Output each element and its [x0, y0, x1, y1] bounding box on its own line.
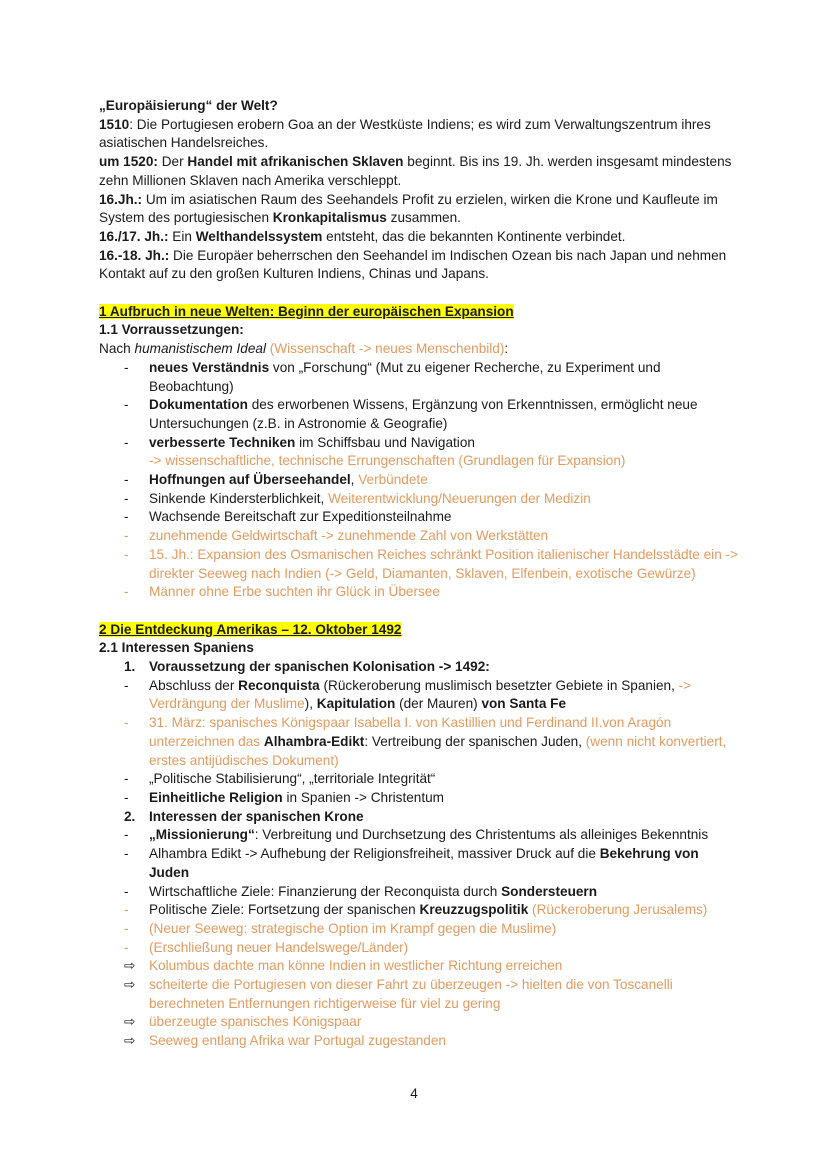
arrow-icon: ⇨: [124, 1033, 136, 1049]
text-run: ),: [304, 696, 317, 712]
bullet-dash: -: [124, 584, 129, 600]
text-run: : Verbreitung und Durchsetzung des Christentums als alleiniges Bekenntnis: [254, 827, 709, 843]
text-run: 1510: [99, 116, 130, 132]
text-run: Sondersteuern: [501, 883, 598, 899]
text-run: überzeugte spanisches Königspaar: [149, 1014, 362, 1030]
list-item-text: [149, 659, 490, 674]
list-item: [99, 957, 739, 976]
text-run: um 1520:: [99, 154, 158, 170]
text-run: (Wissenschaft -> neues Menschenbild): [266, 341, 505, 357]
intro-title: „Europäisierung“ der Welt?: [99, 98, 278, 113]
list-item: [99, 789, 739, 808]
list-item: [99, 658, 739, 677]
bullet-dash: -: [124, 846, 129, 862]
text-run: von Santa Fe: [481, 696, 567, 712]
list-item-text: [149, 547, 738, 581]
bullet-dash: -: [124, 359, 129, 375]
list-item: [99, 434, 739, 471]
list-item: [99, 920, 739, 939]
text-run: 16.-18. Jh.:: [99, 247, 170, 263]
arrow-icon: ⇨: [124, 1014, 136, 1030]
list-item-text: [149, 902, 707, 917]
list-number: 2.: [124, 808, 136, 824]
text-run: von „Forschung“ (Mut zu eigener Recherche, zu Experiment und Beobachtung): [149, 359, 661, 394]
text-run: :: [504, 341, 509, 357]
timeline-entry: [99, 247, 739, 284]
text-run: humanistischem Ideal: [134, 341, 266, 357]
bullet-dash: -: [124, 528, 129, 544]
text-run: 16.Jh.:: [99, 191, 143, 207]
bullet-dash: -: [124, 397, 129, 413]
text-run: 1492:: [451, 659, 490, 675]
text-run: Wirtschaftliche Ziele: Finanzierung der Reconquista durch: [149, 883, 502, 899]
list-item-text: [149, 1033, 446, 1048]
list-item-text: [149, 397, 698, 431]
bullet-dash: -: [124, 771, 129, 787]
list-item: [99, 677, 739, 714]
list-item: [99, 845, 739, 882]
list-item-text: [149, 584, 440, 599]
text-run: Dokumentation: [149, 397, 248, 413]
text-run: Einheitliche Religion: [149, 789, 283, 805]
text-run: Weiterentwicklung/Neuerungen der Medizin: [328, 490, 591, 506]
document-page: [99, 97, 739, 1051]
list-item: [99, 939, 739, 958]
list-item: [99, 471, 739, 490]
list-item-text: [149, 790, 444, 805]
text-run: des erworbenen Wissens, Ergänzung von Erkenntnissen, ermöglicht neue Untersuchungen (z.B. in Astronomie & Geografie): [149, 397, 698, 431]
list-item: [99, 976, 739, 1013]
bullet-dash: -: [124, 939, 129, 955]
bullet-dash: -: [124, 546, 129, 562]
text-run: : Vertreibung der spanischen Juden,: [364, 733, 586, 749]
text-run: 31. März: spanisches Königspaar Isabella I. von Kastillien und Ferdinand II.von Aragón unterzeichnen das: [149, 715, 672, 749]
text-run: Politische Ziele: Fortsetzung der spanischen: [149, 902, 420, 918]
section2-heading-line: [99, 621, 739, 640]
list-item: [99, 583, 739, 602]
text-run: Kreuzzugspolitik: [419, 902, 529, 918]
text-run: beginnt. Bis ins 19. Jh. werden insgesamt mindestens zehn Millionen Sklaven nach Amerika verschleppt.: [99, 154, 732, 188]
text-run: (der Mauren): [395, 696, 482, 712]
text-run: Kolumbus dachte man könne Indien in westlicher Richtung erreichen: [149, 958, 563, 974]
list-item-text: [149, 715, 726, 767]
timeline-entry: [99, 191, 739, 228]
bullet-dash: -: [124, 920, 129, 936]
list-item: [99, 1032, 739, 1051]
list-item-text: [149, 360, 661, 394]
timeline-entry: [99, 153, 739, 190]
text-run: Alhambra-Edikt: [263, 733, 365, 749]
section1-lead: [99, 340, 739, 359]
list-item-text: [149, 509, 452, 524]
list-item: [99, 901, 739, 920]
list-item: [99, 490, 739, 509]
list-item: [99, 359, 739, 396]
text-run: Bekehrung von Juden: [149, 846, 699, 880]
text-run: Männer ohne Erbe suchten ihr Glück in Übersee: [149, 584, 440, 600]
list-item-text: [149, 940, 408, 955]
text-run: 15. Jh.: Expansion des Osmanischen Reiches schränkt Position italienischer Handelsstädte ein -> direkter Seeweg nach Indien (-> Geld, Diamanten, Sklaven, Elfenbein, exotische Gewürze): [149, 546, 738, 581]
text-run: -> Verdrängung der Muslime: [149, 677, 692, 712]
text-run: (wenn nicht konvertiert, erstes antijüdisches Dokument): [149, 733, 727, 768]
list-item: [99, 396, 739, 433]
text-run: in Spanien -> Christentum: [282, 789, 445, 805]
list-item-text: [149, 958, 562, 973]
text-run: Abschluss der: [149, 677, 239, 693]
text-run: Wachsende Bereitschaft zur Expeditionsteilnahme: [149, 509, 452, 525]
text-run: Seeweg entlang Afrika war Portugal zugestanden: [149, 1033, 446, 1049]
list-item-text: [149, 884, 597, 899]
list-item: [99, 770, 739, 789]
text-run: scheiterte die Portugiesen von dieser Fahrt zu überzeugen -> hielten die von Toscanelli berechneten Entfernungen richtigerweise für viel zu gering: [149, 977, 673, 1011]
list-item: [99, 714, 739, 770]
list-item: [99, 826, 739, 845]
text-run: : Die Portugiesen erobern Goa an der Westküste Indiens; es wird zum Verwaltungszentrum ihres asiatischen Handelsreiches.: [99, 116, 711, 151]
text-run: Hoffnungen auf Überseehandel: [149, 472, 351, 488]
bullet-dash: -: [124, 715, 129, 731]
list-item: [99, 546, 739, 583]
bullet-dash: -: [124, 472, 129, 488]
list-number: 1.: [124, 659, 136, 675]
text-run: (Erschließung neuer Handelswege/Länder): [149, 939, 409, 955]
list-item-text: [149, 1014, 361, 1029]
timeline-entry: [99, 116, 739, 153]
text-run: Nach: [99, 341, 135, 357]
text-run: 16./17. Jh.:: [99, 228, 169, 244]
list-item-text: [149, 528, 548, 543]
text-run: Voraussetzung der spanischen Kolonisation ->: [149, 659, 452, 675]
text-run: Kapitulation: [316, 696, 396, 712]
text-run: -> wissenschaftliche, technische Errungenschaften (Grundlagen für Expansion): [149, 453, 626, 469]
list-item-text: [149, 771, 435, 786]
list-item: [99, 527, 739, 546]
text-run: Kronkapitalismus: [272, 210, 387, 226]
list-item: [99, 1013, 739, 1032]
text-run: (Rückeroberung Jerusalems): [528, 902, 708, 918]
text-run: Interessen der spanischen Krone: [149, 808, 364, 824]
bullet-dash: -: [124, 509, 129, 525]
bullet-dash: -: [124, 490, 129, 506]
section1-list: [99, 359, 739, 602]
text-run: Ein: [168, 228, 196, 244]
section2-subheading: 2.1 Interessen Spaniens: [99, 640, 254, 656]
section2-list: [99, 658, 739, 1051]
text-run: Sinkende Kindersterblichkeit,: [149, 490, 329, 506]
bullet-dash: -: [124, 902, 129, 918]
section1-subheading: 1.1 Vorraussetzungen:: [99, 322, 244, 338]
bullet-dash: -: [124, 789, 129, 805]
text-run: im Schiffsbau und Navigation: [295, 434, 475, 450]
text-run: Reconquista: [238, 677, 320, 693]
text-run: Handel mit afrikanischen Sklaven: [187, 154, 404, 170]
list-item: [99, 808, 739, 827]
text-run: „Politische Stabilisierung“, „territoriale Integrität“: [149, 771, 436, 787]
section1-heading: 1 Aufbruch in neue Welten: Beginn der europäischen Expansion: [99, 303, 514, 319]
section2-heading: 2 Die Entdeckung Amerikas – 12. Oktober 1492: [99, 621, 402, 637]
text-run: (Neuer Seeweg: strategische Option im Krampf gegen die Muslime): [149, 920, 557, 936]
text-run: entsteht, das die bekannten Kontinente verbindet.: [322, 228, 626, 244]
list-item-text: [149, 921, 556, 936]
list-item-text: [149, 472, 428, 487]
arrow-icon: ⇨: [124, 977, 136, 993]
text-run: (Rückeroberung muslimisch besetzter Gebiete in Spanien,: [319, 677, 679, 693]
text-run: zusammen.: [386, 210, 461, 226]
list-item: [99, 508, 739, 527]
text-run: verbesserte Techniken: [149, 434, 296, 450]
arrow-icon: ⇨: [124, 958, 136, 974]
text-run: neues Verständnis: [149, 359, 270, 375]
list-item-text: [149, 678, 691, 712]
list-item-text: [149, 977, 673, 1011]
list-item-text: [149, 846, 699, 880]
bullet-dash: -: [124, 677, 129, 693]
text-run: Die Europäer beherrschen den Seehandel im Indischen Ozean bis nach Japan und nehmen Kontakt auf zu den großen Kulturen Indiens, Chinas und Japans.: [99, 247, 727, 282]
bullet-dash: -: [124, 434, 129, 450]
text-run: Welthandelssystem: [195, 228, 323, 244]
text-run: Alhambra Edikt -> Aufhebung der Religionsfreiheit, massiver Druck auf die: [149, 846, 600, 862]
timeline-entry: [99, 228, 739, 247]
bullet-dash: -: [124, 883, 129, 899]
bullet-dash: -: [124, 827, 129, 843]
text-run: Verbündete: [358, 472, 428, 488]
text-run: Um im asiatischen Raum des Seehandels Profit zu erzielen, wirken die Krone und Kaufleute im System des portugiesischen: [99, 191, 718, 226]
list-item: [99, 883, 739, 902]
section1-heading-line: [99, 303, 739, 322]
text-run: „Missionierung“: [149, 827, 255, 843]
page-number: 4: [410, 1086, 418, 1101]
list-item-text: [149, 809, 364, 824]
list-item-text: [149, 435, 625, 469]
text-run: zunehmende Geldwirtschaft -> zunehmende Zahl von Werkstätten: [149, 528, 549, 544]
list-item-text: [149, 827, 708, 842]
intro-timeline: [99, 116, 739, 284]
text-run: Der: [157, 154, 188, 170]
text-run: ,: [350, 472, 359, 488]
list-item-text: [149, 491, 591, 506]
